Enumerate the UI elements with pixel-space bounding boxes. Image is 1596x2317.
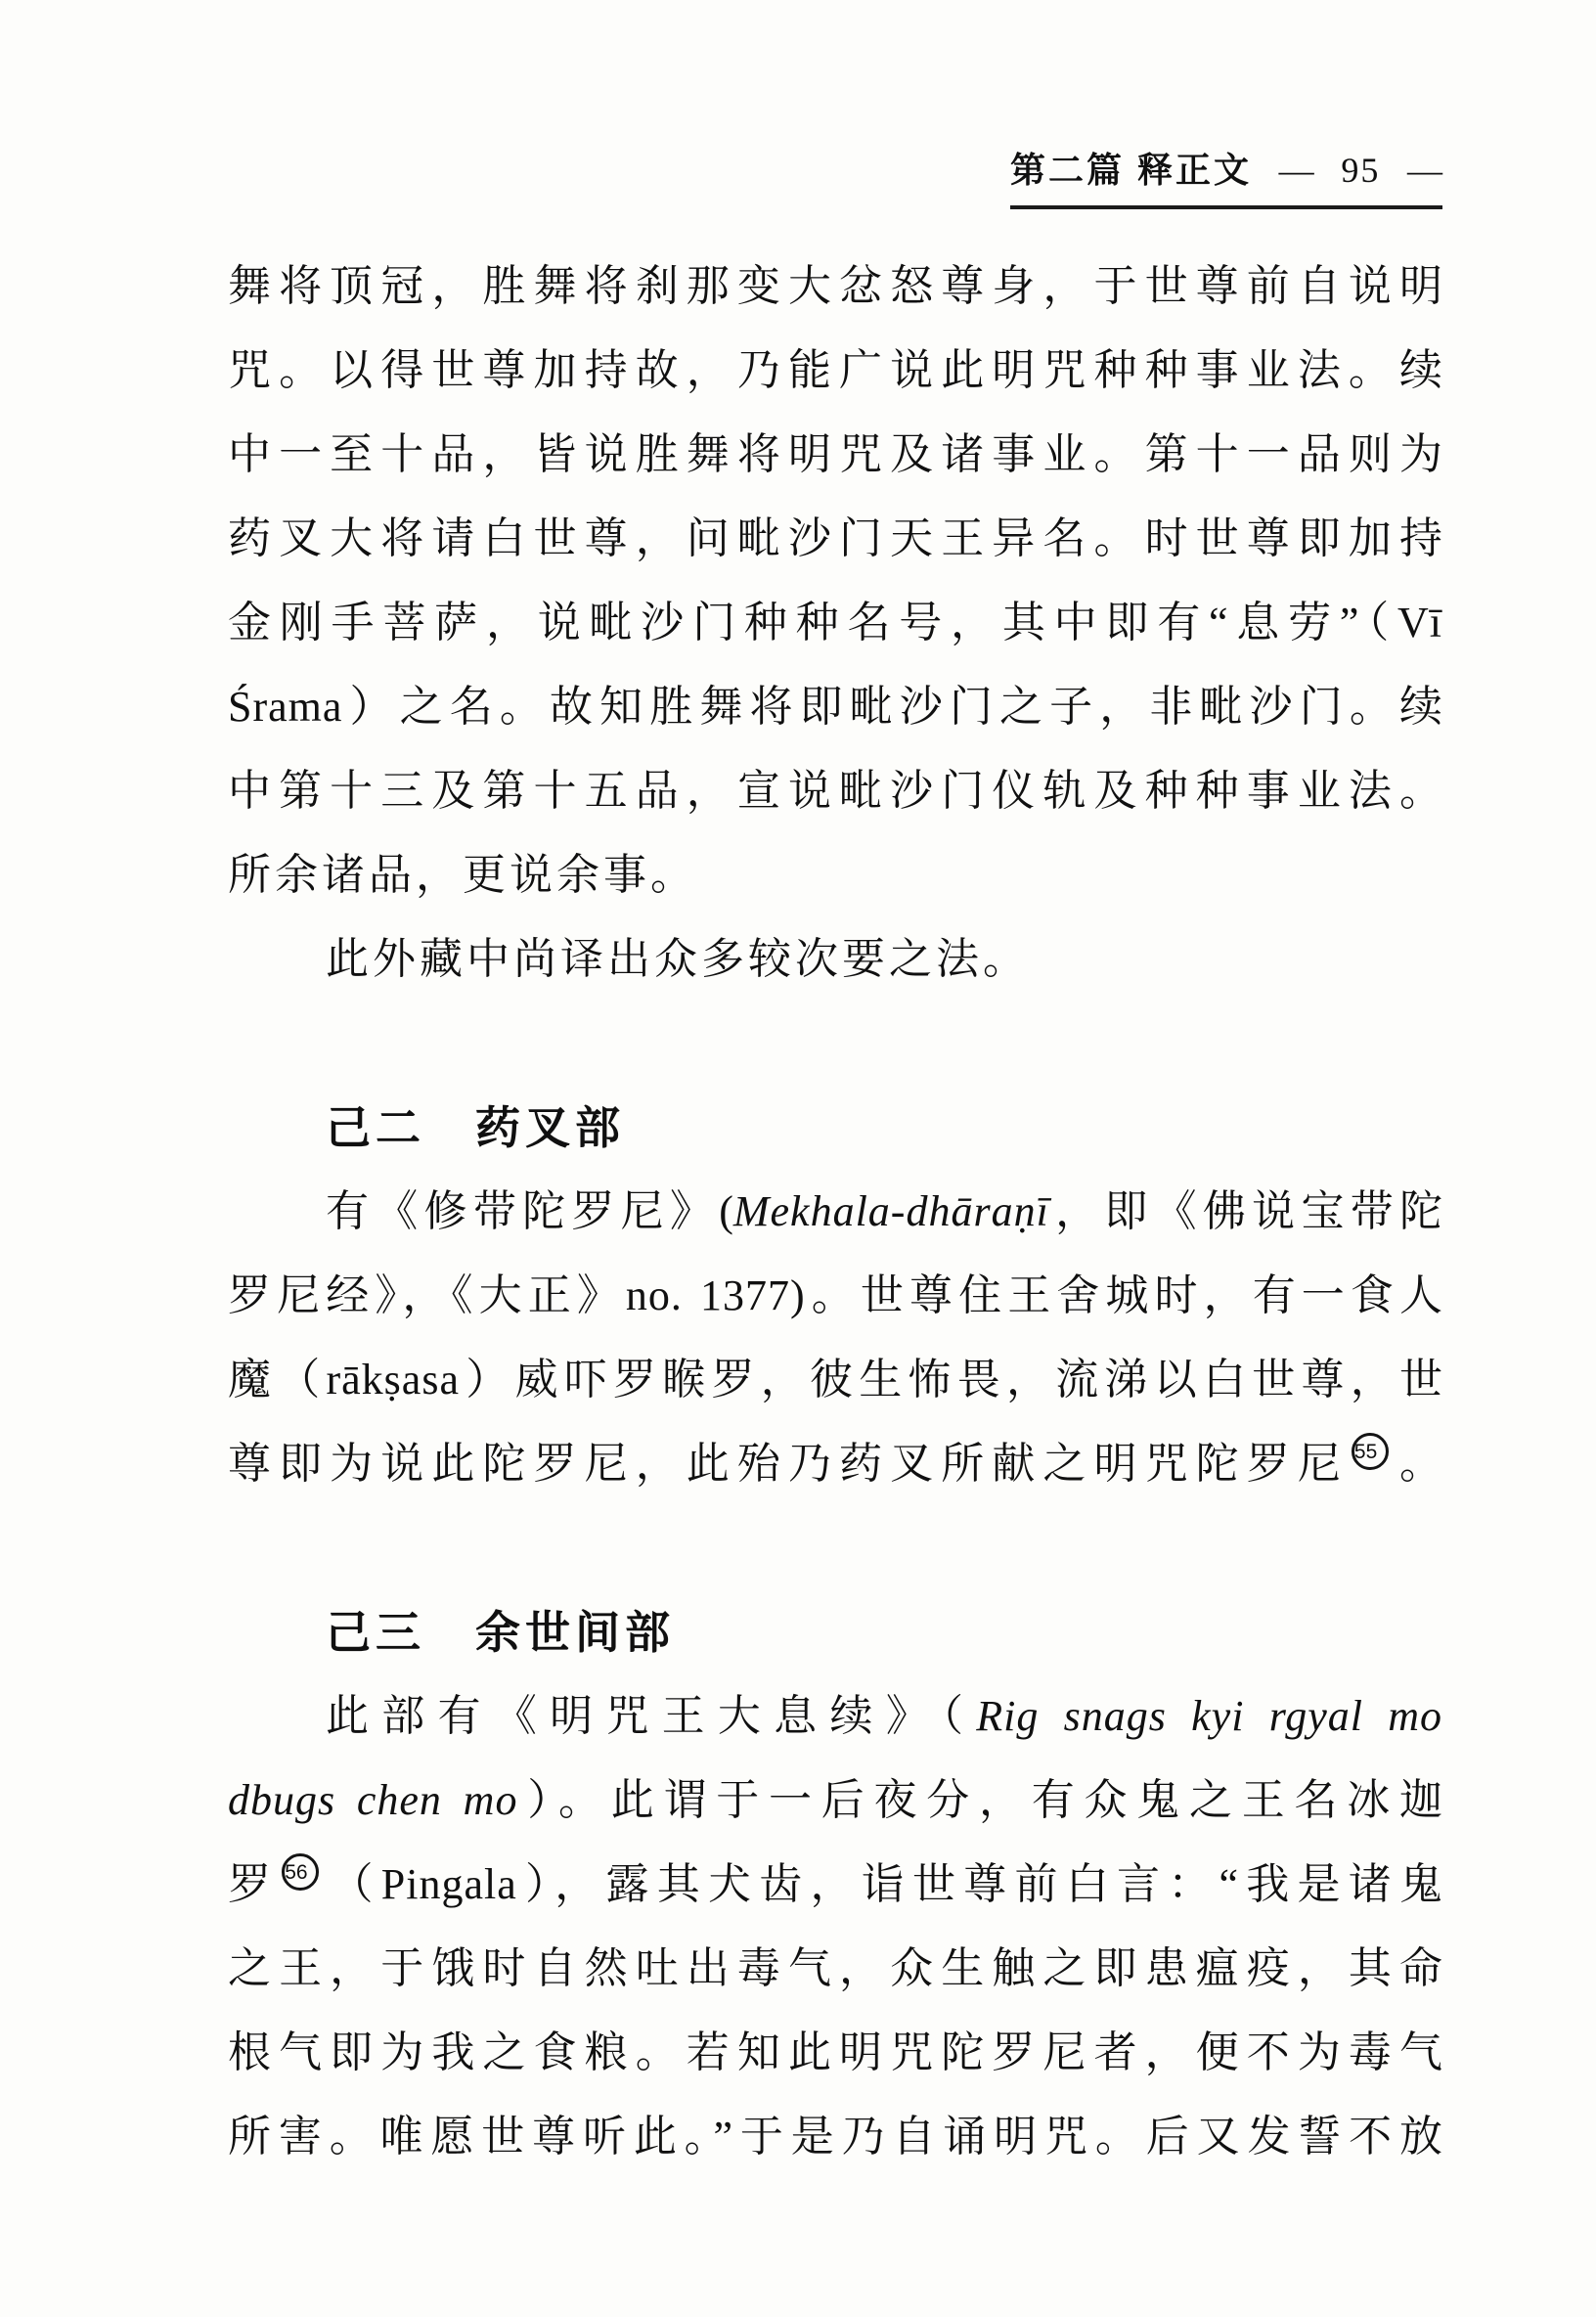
text-line [228,1843,1442,1927]
section-heading [228,1086,1442,1170]
cjk-text: ）之名。故知胜舞将即毗沙门之子，非毗沙门。续 [342,683,1442,731]
latin-text: Pingala [380,1860,517,1908]
text-line [228,1674,1442,1759]
cjk-text: 舞将顶冠，胜舞将刹那变大忿怒尊身，于世尊前自说明 [228,262,1442,310]
cjk-text: 根气即为我之食粮。若知此明咒陀罗尼者，便不为毒气 [228,2028,1442,2076]
content [228,245,1442,2179]
text-line [228,497,1442,581]
cjk-text: ）。此谓于一后夜分，有众鬼之王名冰迦 [517,1776,1442,1824]
latin-text: Mekhala-dhāraṇī [732,1187,1049,1235]
cjk-text: 尊即为说此陀罗尼，此殆乃药叉所献之明咒陀罗尼 [228,1440,1349,1488]
latin-text: Śrama [228,683,343,731]
text-line [228,665,1442,749]
cjk-text: 所害。唯愿世尊听此。”于是乃自诵明咒。后又发誓不放 [228,2113,1442,2161]
latin-text: Rig snags kyi rgyal mo [976,1692,1443,1740]
header-dash-right: — [1406,151,1442,190]
cjk-text: 。 [1391,1440,1443,1488]
latin-text: rākṣasa [326,1356,460,1404]
cjk-text: 之王，于饿时自然吐出毒气，众生触之即患瘟疫，其命 [228,1944,1442,1992]
footnote-marker: 55 [1352,1433,1389,1470]
cjk-text: （ [322,1860,381,1908]
text-line [228,1422,1442,1506]
cjk-text: 己三 余世间部 [326,1607,675,1658]
cjk-text: 。世尊住王舍城时，有一食人 [805,1271,1443,1319]
section-heading [228,1590,1442,1674]
latin-text: dbugs chen mo [228,1776,518,1824]
text-line [228,833,1442,917]
cjk-text: ）威吓罗睺罗，彼生怖畏，流涕以白世尊，世 [460,1356,1442,1404]
cjk-text: 咒。以得世尊加持故，乃能广说此明咒种种事业法。续 [228,346,1442,394]
header-dash-left: — [1278,151,1314,190]
text-line [228,917,1442,1002]
running-header [1010,143,1442,209]
page-number: 95 [1341,151,1381,190]
cjk-text: 罗 [228,1860,280,1908]
cjk-text: 罗尼经》，《大正》 [228,1271,626,1319]
cjk-text: 魔（ [228,1356,327,1404]
text-line [228,1170,1442,1254]
text-line [228,1254,1442,1338]
cjk-text: 有《修带陀罗尼》( [326,1187,733,1235]
text-line [228,749,1442,833]
cjk-text: 中一至十品，皆说胜舞将明咒及诸事业。第十一品则为 [228,430,1442,478]
text-line [228,1759,1442,1843]
cjk-text: 药叉大将请白世尊，问毗沙门天王异名。时世尊即加持 [228,514,1442,562]
text-line [228,245,1442,329]
text-line [228,1927,1442,2011]
cjk-text: ，即《佛说宝带陀 [1048,1187,1442,1235]
text-line [228,2095,1442,2179]
cjk-text: 中第十三及第十五品，宣说毗沙门仪轨及种种事业法。 [228,767,1442,815]
text-line [228,581,1442,665]
latin-text: no. 1377) [625,1271,806,1319]
cjk-text: 金刚手菩萨，说毗沙门种种名号，其中即有“息劳”（ [228,599,1397,646]
cjk-text: ），露其犬齿，诣世尊前白言：“我是诸鬼 [516,1860,1442,1908]
text-line [228,413,1442,497]
text-line [228,329,1442,413]
chapter-title: 第二篇 释正文 [1010,150,1253,190]
footnote-marker: 56 [282,1853,319,1891]
text-line [228,2011,1442,2095]
cjk-text: 此外藏中尚译出众多较次要之法。 [326,935,1030,983]
cjk-text: 此部有《明咒王大息续》（ [326,1692,977,1740]
cjk-text: 己二 药叉部 [326,1102,625,1153]
text-line [228,1338,1442,1422]
latin-text: Vī [1397,599,1442,646]
cjk-text: 所余诸品，更说余事。 [228,851,697,899]
